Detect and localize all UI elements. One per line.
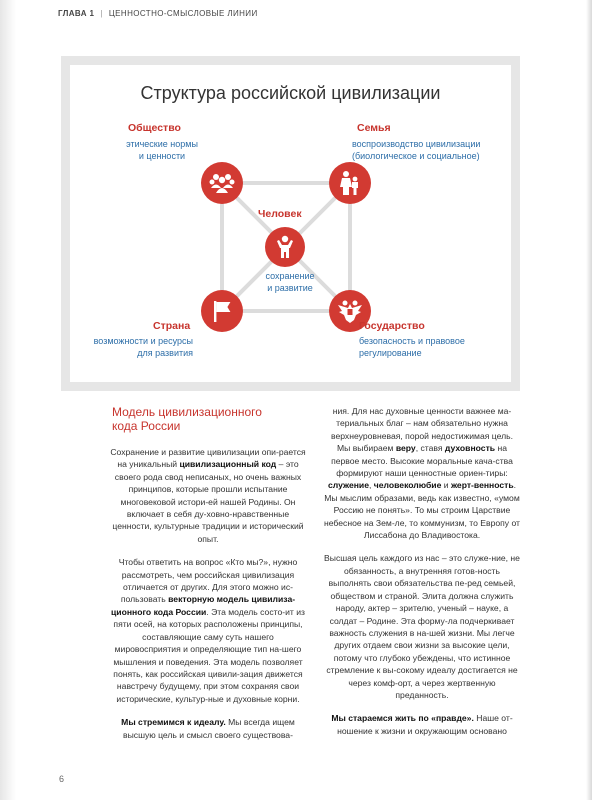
paragraph: Чтобы ответить на вопрос «Кто мы?», нужно рассмотреть, чем российская цивилизация отличается от других. Для этого можно ис-пользовать векторную модель цивилиза-ционного кода России. Эта модель состо-ит из пяти осей, на которых расположены принципы, составляющие саму суть нашего мировосприятия и определяющие тип на-шего мышления и поведения. Эта модель позволяет понять, как российская цивили-зация движется навстречу будущему, при этом сохраняя свои исторические, культур-ные и духовные корни. [111, 557, 305, 704]
state-desc-line2: регулирование [359, 348, 422, 358]
section-title-line2: кода России [112, 419, 181, 433]
paragraph: Мы стремимся к идеалу. Мы всегда ищем высшую цель и смысл своего существова- [121, 717, 295, 740]
family-icon [329, 162, 371, 204]
country-desc-line2: для развития [137, 348, 193, 358]
section-title [112, 405, 302, 433]
person-icon [265, 227, 305, 267]
family-desc-line2: (биологическое и социальное) [352, 151, 480, 161]
society-desc-line1: этические нормы [126, 139, 198, 149]
left-column [110, 446, 306, 752]
running-header [58, 9, 258, 18]
society-desc-line2: и ценности [138, 151, 186, 161]
state-desc [359, 335, 509, 359]
person-desc [240, 270, 340, 294]
country-label: Страна [153, 320, 191, 332]
people-group-icon [201, 162, 243, 204]
person-desc-line2: и развитие [267, 283, 313, 293]
state-label: Государство [359, 320, 425, 332]
figure-panel [70, 65, 511, 382]
page-number: 6 [59, 774, 65, 784]
paragraph: Сохранение и развитие цивилизации опи-рается на уникальный цивилизационный код – это своего рода свод неписаных, но очень важных принципов, которые прошли испытание многовековой истори-ей нашей Родины. Он включает в себя ду-ховно-нравственные ценности, культурные традиции и исторический опыт. [110, 447, 306, 544]
society-desc [117, 138, 207, 162]
civilization-structure-figure [61, 56, 520, 391]
chapter-label: ГЛАВА 1 [58, 9, 95, 18]
family-desc [352, 138, 512, 162]
society-label: Общество [128, 122, 181, 134]
header-separator: | [100, 9, 103, 18]
family-desc-line1: воспроизводство цивилизации [352, 139, 481, 149]
flag-icon [201, 290, 243, 332]
chapter-title: ЦЕННОСТНО-СМЫСЛОВЫЕ ЛИНИИ [108, 9, 258, 18]
person-label: Человек [258, 208, 302, 220]
person-desc-line1: сохранение [265, 271, 315, 281]
country-desc-line1: возможности и ресурсы [93, 336, 193, 346]
family-label: Семья [357, 122, 391, 134]
country-desc [73, 335, 193, 359]
paragraph: ния. Для нас духовные ценности важнее ма-териальных благ – нам обязательно нужна верхнеуровневая, порой недостижимая цель. Мы выбираем веру, ставя духовность на первое место. Высокие моральные кача-ства формируют наши ценностные ориен-тиры: служение, человеколюбие и жерт-венность. Мы мыслим образами, ведь как известно, «умом Россию не понять». То мы строим Царствие небесное на Зем-ле, то коммунизм, то Европу от Лиссабона до Владивостока. [324, 406, 520, 541]
section-title-line1: Модель цивилизационного [112, 405, 262, 419]
paragraph: Высшая цель каждого из нас – это служе-ние, не обязанность, а внутренняя готов-ность выполнять свои обязательства пе-ред семьей, обществом и страной. Элита должна служить народу, актер – зрителю, ученый – науке, а солдат – Родине. Эта форму-ла подчеркивает важность служения в на-шей жизни. Мы легче других отдаем свои жизни за высокие цели, потому что глубоко убеждены, что истинное стремление к вы-сокому идеалу достигается не через комф-орт, а через жертвенную преданность. [324, 553, 520, 700]
right-column [324, 405, 520, 748]
state-desc-line1: безопасность и правовое [359, 336, 465, 346]
figure-title: Структура российской цивилизации [140, 83, 441, 103]
paragraph: Мы стараемся жить по «правде». Наше от-ношение к жизни и окружающим основано [331, 713, 513, 736]
